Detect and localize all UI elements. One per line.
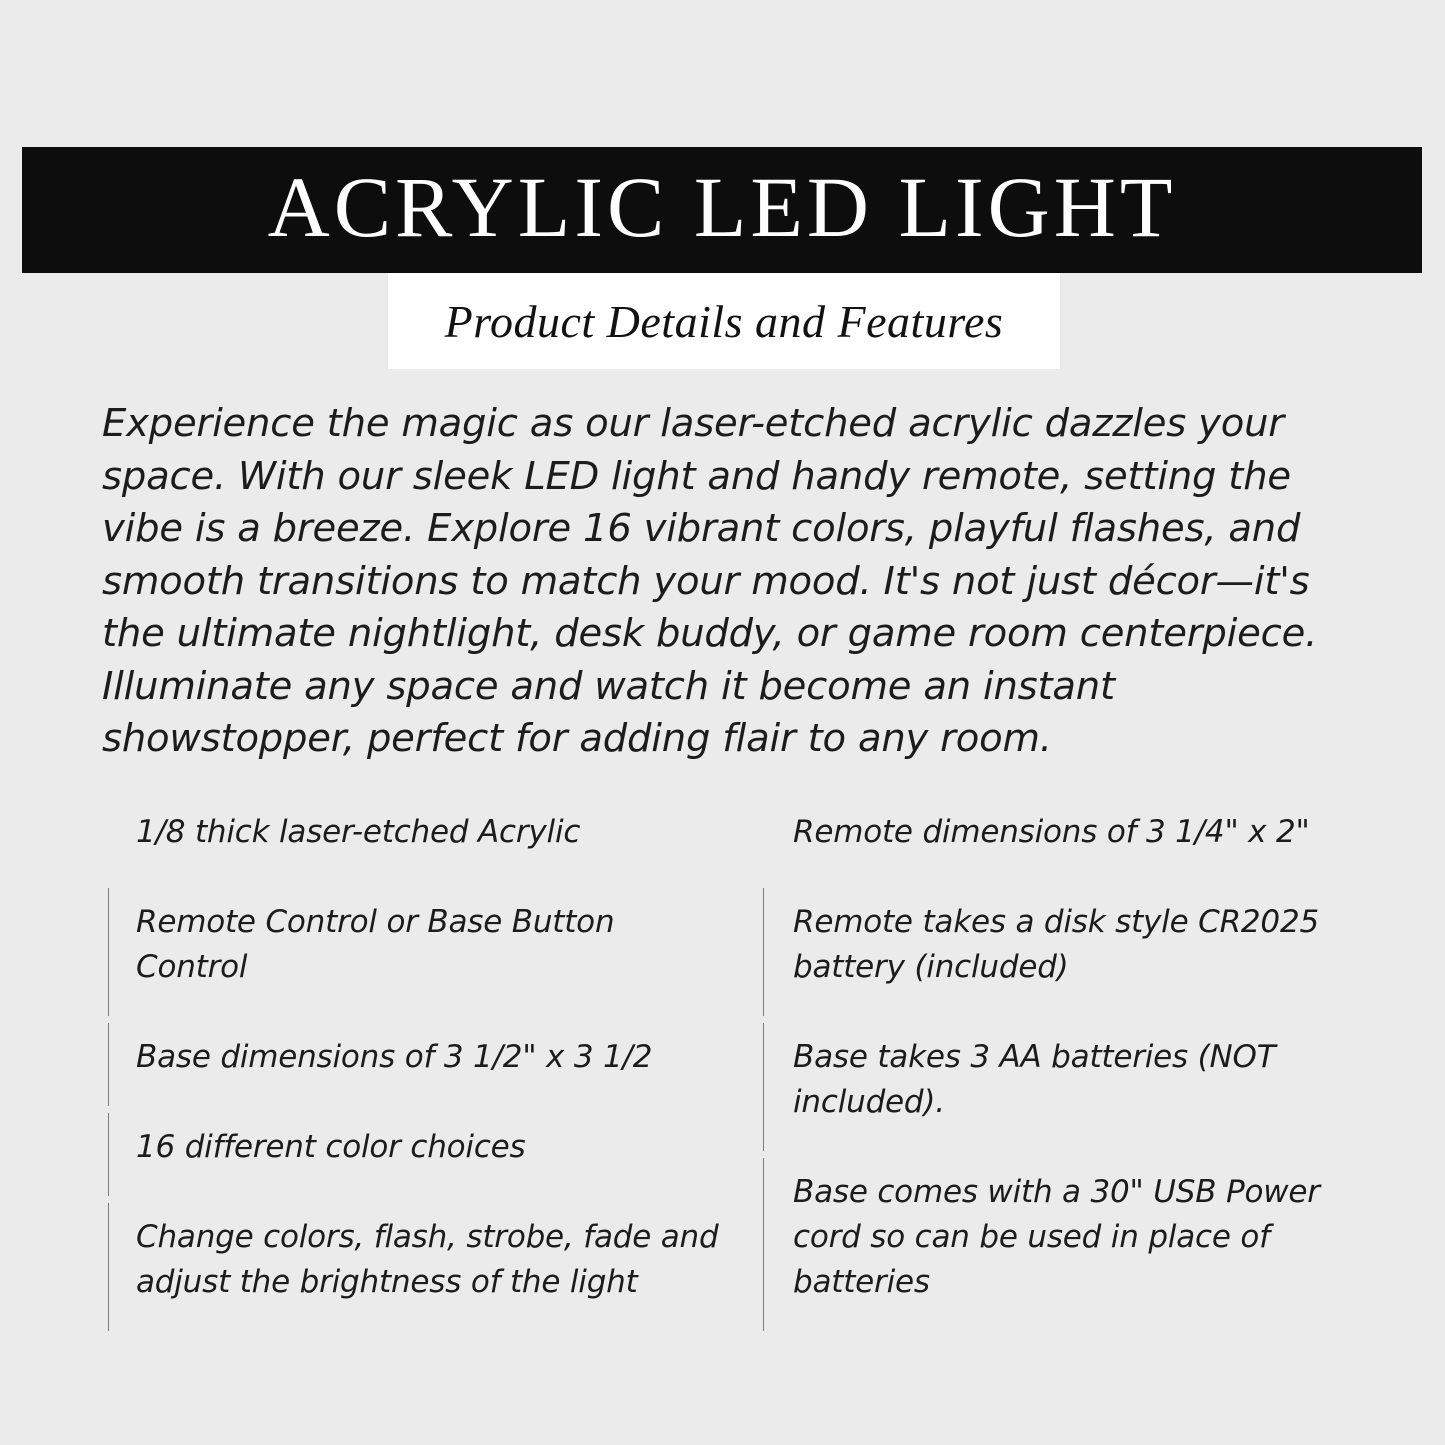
feature-item: Remote dimensions of 3 1/4" x 2": [793, 814, 1310, 850]
subtitle-banner: [388, 273, 1060, 369]
page-subtitle: Product Details and Features: [444, 295, 1004, 347]
feature-item: Base comes with a 30" USB Power cord so can be used in place of batteries: [763, 1170, 1358, 1305]
title-banner: [22, 147, 1422, 273]
feature-item: Base takes 3 AA batteries (NOT included).: [763, 1035, 1358, 1125]
feature-item: Change colors, flash, strobe, fade and adjust the brightness of the light: [108, 1215, 723, 1305]
features-left-column: [108, 810, 733, 1305]
feature-item: Remote takes a disk style CR2025 battery (included): [763, 900, 1358, 990]
intro-paragraph: Experience the magic as our laser-etched acrylic dazzles your space. With our sleek LED light and handy remote, setting the vibe is a breeze. Explore 16 vibrant colors, playful flashes, and smooth transitions to match your mood. It's not just décor—it's the ultimate nightlight, desk buddy, or game room centerpiece. Illuminate any space and watch it become an instant showstopper, perfect for adding flair to any room.: [102, 401, 1318, 761]
feature-item: Remote Control or Base Button Control: [108, 900, 723, 990]
page-title: ACRYLIC LED LIGHT: [267, 159, 1177, 255]
features-right-column: [733, 810, 1358, 1305]
feature-item: 16 different color choices: [108, 1125, 723, 1170]
feature-item: Base dimensions of 3 1/2" x 3 1/2: [108, 1035, 723, 1080]
features-section: [108, 810, 1358, 1305]
feature-item: 1/8 thick laser-etched Acrylic: [136, 814, 581, 850]
